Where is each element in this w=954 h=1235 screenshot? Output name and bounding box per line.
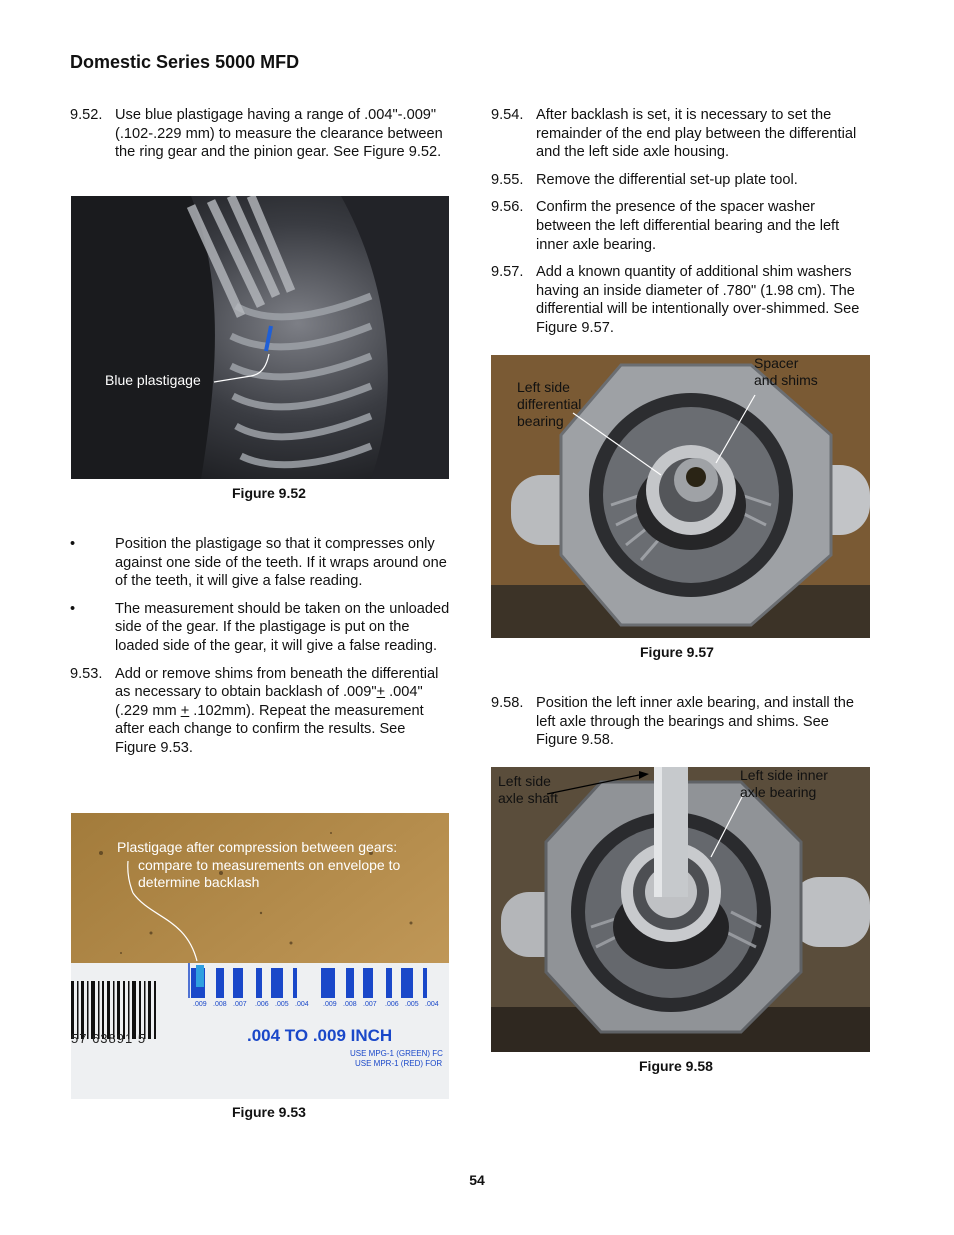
step-number: 9.58.: [491, 695, 524, 711]
callout-blue-plastigage: Blue plastigage: [105, 372, 201, 388]
tick-label: .009: [323, 1001, 337, 1008]
step-text: After backlash is set, it is necessary to set the remainder of the end play between the differential and the left side axle housing.: [536, 107, 857, 161]
page-header-title: Domestic Series 5000 MFD: [70, 52, 300, 72]
step-9-54: [491, 106, 871, 162]
barcode-digits: 57 63891 5: [71, 1031, 147, 1046]
tick-label: .004: [425, 1001, 439, 1008]
step-text: Use blue plastigage having a range of .004"-.009" (.102-.229 mm) to measure the clearance between the ring gear and the pinion gear. See Figure 9.52.: [115, 107, 443, 161]
step-number: 9.55.: [491, 171, 524, 188]
step-9-56: [491, 198, 871, 254]
tick-label: .009: [193, 1001, 207, 1008]
step-text: Add or remove shims from beneath the differential as necessary to obtain backlash of .009": [115, 665, 439, 701]
callout-line: Left side: [498, 773, 551, 789]
step-9-58: [491, 694, 871, 750]
step-text: Remove the differential set-up plate tool.: [536, 171, 798, 188]
left-column: [70, 106, 450, 171]
right-column: [491, 106, 871, 347]
callout-left-side-differential-bearing: [517, 379, 581, 430]
step-text: Position the left inner axle bearing, and install the left axle through the bearings and shims. See Figure 9.58.: [536, 695, 855, 749]
callout-left-side-inner-axle-bearing: [740, 767, 828, 801]
scale-tick-labels: [193, 1001, 443, 1015]
step-9-57: [491, 263, 871, 337]
step-9-53: [70, 665, 450, 758]
step-text: .102mm). Repeat the measurement after each change to confirm the results. See Figure 9.53.: [115, 702, 424, 756]
bullet-marker: •: [70, 600, 76, 617]
tick-label: .004: [295, 1001, 309, 1008]
tick-label: .008: [343, 1001, 357, 1008]
step-9-52: [70, 106, 450, 162]
step-number: 9.54.: [491, 107, 524, 123]
tick-label: .007: [233, 1001, 247, 1008]
callout-line: bearing: [517, 413, 564, 429]
callout-line: differential: [517, 396, 582, 412]
step-text: Add a known quantity of additional shim washers having an inside diameter of .780" (1.98 cm). The differential will be intentionally over-shimmed. See Figure 9.57.: [536, 264, 860, 336]
scale-range-label: .004 TO .009 INCH: [247, 1026, 393, 1045]
bullet-marker: •: [70, 536, 76, 552]
tick-label: .007: [363, 1001, 377, 1008]
tick-label: .008: [213, 1001, 227, 1008]
step-number: 9.56.: [491, 199, 524, 216]
figure-9-53-photo: [71, 813, 449, 1099]
figure-9-57-photo: [491, 355, 870, 638]
callout-line: Plastigage after compression between gears:: [117, 839, 398, 855]
use-instruction-line: USE MPG-1 (GREEN) FC: [350, 1049, 443, 1058]
callout-line: Left side: [517, 379, 570, 395]
figure-9-57-caption: Figure 9.57: [640, 644, 714, 660]
step-number: 9.53.: [70, 665, 103, 682]
figure-9-53-caption: Figure 9.53: [232, 1104, 306, 1120]
callout-line: compare to measurements on envelope to: [138, 856, 401, 873]
callout-left-side-axle-shaft: [498, 773, 558, 807]
bullet-text: Position the plastigage so that it compresses only against one side of the teeth. If it wraps around one of the teeth, it will give a false reading.: [115, 536, 447, 590]
callout-line: Left side inner: [740, 767, 828, 783]
step-text: Confirm the presence of the spacer washer between the left differential bearing and the left inner axle bearing.: [536, 199, 840, 253]
bullet-item: [70, 600, 450, 656]
step-number: 9.57.: [491, 264, 524, 281]
right-column-lower: [491, 694, 871, 759]
callout-line: axle bearing: [740, 784, 817, 800]
step-number: 9.52.: [70, 107, 103, 123]
tick-label: .005: [405, 1001, 419, 1008]
step-text: .004" (.229 mm: [115, 684, 423, 719]
use-instruction-line: USE MPR-1 (RED) FOR: [355, 1059, 443, 1068]
left-column-lower: [70, 535, 450, 767]
bullet-item: [70, 535, 450, 591]
callout-line: determine backlash: [138, 874, 260, 890]
callout-line: Spacer: [754, 355, 799, 371]
callout-line: axle shaft: [498, 790, 558, 806]
tick-label: .005: [275, 1001, 289, 1008]
bullet-text: The measurement should be taken on the unloaded side of the gear. If the plastigage is put on the loaded side of the gear, it will give a false reading.: [115, 600, 450, 654]
callout-plastigage-compression: [117, 839, 400, 892]
page-number: 54: [469, 1172, 485, 1188]
tick-label: .006: [255, 1001, 269, 1008]
figure-9-52-photo: [71, 196, 449, 479]
tick-label: .006: [385, 1001, 399, 1008]
callout-line: and shims: [754, 372, 818, 388]
figure-9-58-caption: Figure 9.58: [639, 1058, 713, 1074]
figure-9-58-photo: [491, 767, 870, 1052]
figure-9-52-caption: Figure 9.52: [232, 485, 306, 501]
plus-minus-sign: +: [376, 684, 386, 701]
callout-spacer-and-shims: [754, 355, 818, 389]
step-9-55: [491, 171, 871, 190]
plus-minus-sign: +: [180, 702, 190, 719]
